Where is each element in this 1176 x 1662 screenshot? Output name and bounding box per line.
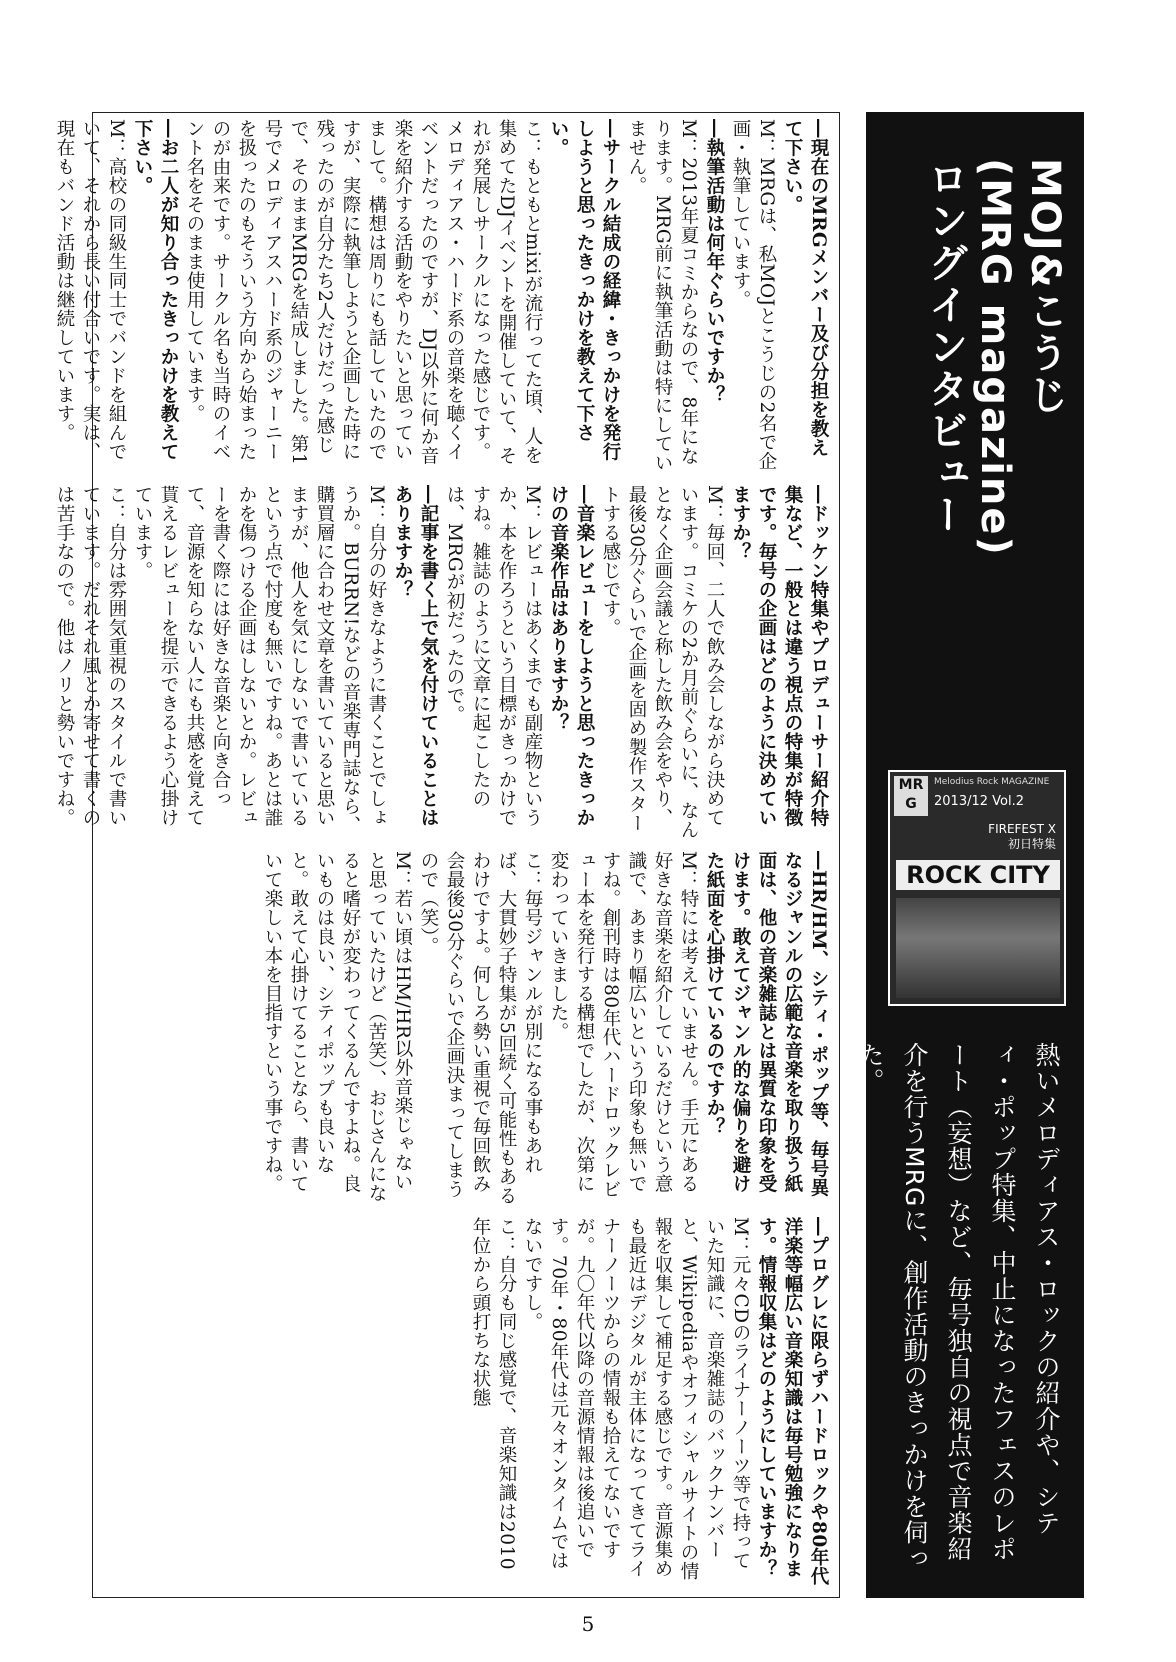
- cover-headline: ROCK CITY: [896, 860, 1060, 890]
- cover-logo: [894, 776, 928, 816]
- cover-photo: [896, 898, 1060, 998]
- interview-answer: M：若い頃はHM/HR以外音楽じゃないと思っていたけど（苦笑）、おじさんになると嗜好が変わってくるんですよね。良いものは良い、シティポップも良いなと。敢えて心掛けてることなら、書いていて楽しい本を目指すという事ですね。: [262, 851, 413, 1203]
- title-line-1: MOJ&こうじ: [1022, 158, 1068, 416]
- interview-question: ―サークル結成の経緯・きっかけを発行しようと思ったきっかけを教えて下さい。: [548, 119, 621, 461]
- interview-tier-1: [54, 119, 831, 474]
- cover-logo-line-2: G: [905, 796, 917, 812]
- cover-series-name: Melodius Rock MAGAZINE: [934, 777, 1050, 787]
- interview-answer: M：2013年夏コミからなので、8年になります。MRG前に執筆活動は特にしていません。: [626, 119, 699, 473]
- page-number: 5: [581, 1612, 595, 1636]
- interview-answer: M：高校の同級生同士でバンドを組んでいて、それから長い付合いです。実は、現在もバンド活動は継続しています。: [54, 119, 127, 462]
- cover-logo-line-1: MR: [898, 777, 924, 793]
- interview-question: ―執筆活動は何年ぐらいですか？: [704, 119, 725, 404]
- interview-answer: M：MRGは、私MOJとこうじの2名で企画・執筆しています。: [730, 119, 777, 471]
- interview-answer: M：毎回、二人で飲み会しながら決めています。コミケの2か月前ぐらいに、なんとなく企画会議と称した飲み会をやり、最後30分ぐらいで企画を固め製作スタートする感じです。: [600, 485, 725, 840]
- cover-issue: 2013/12 Vol.2: [934, 794, 1024, 809]
- interview-answer: こ：自分も同じ感覚で、音楽知識は2010年位から頭打ちな状態: [470, 1217, 517, 1571]
- cover-feature: [988, 822, 1056, 852]
- interview-question: ―HR/HM、シティ・ポップ等、毎号異なるジャンルの広範な音楽を取り扱う紙面は、他の音楽雑誌とは異質な印象を受けます。敢えてジャンル的な偏りを避けた紙面を心掛けているのですか？: [704, 851, 829, 1198]
- interview-text-box: [54, 112, 840, 1598]
- page-title: [920, 158, 1070, 798]
- magazine-cover-image: [888, 770, 1066, 1006]
- interview-question: ―現在のMRGメンバー及び分担を教えて下さい。: [782, 119, 829, 458]
- interview-answer: こ：もともとmixiが流行ってた頃、人を集めてたDJイベントを開催していて、それが発展しサークルになった感じです。メロディアス・ハード系の音楽を聴くイベントだったのですが、DJ以外に何か音楽を紹介する活動をやりたいと思っていまして。構想は周りにも話していたのですが、実際に執筆しようと企画した時に残ったのが自分たち2人だけだった感じで、そのままMRGを結成しました。第1号でメロディアスハード系のジャーニーを扱ったのもそういう方向から始まったのが由来です。サークル名も当時のイベント名をそのまま使用しています。: [184, 119, 543, 466]
- interview-answer: M：特には考えていません。手元にある好きな音楽を紹介しているだけという意識で、あまり幅広いという印象も無いですね。創刊時は80年代ハードロックレビュー本を発行する構想でしたが、次第に変わっていきました。: [548, 851, 699, 1199]
- cover-feature-line-2: 初日特集: [1007, 837, 1056, 851]
- interview-answer: M：元々CDのライナーノーツ等で持っていた知識に、音楽雑誌のバックナンバーと、Wikipediaやオフィシャルサイトの情報を収集して補足する感じです。音源集めも最近はデジタルが主体になってきてライナーノーツからの情報も拾えてないですが。九〇年代以降の音源情報は後追いです。70年・80年代は元々オンタイムではないですし。: [522, 1217, 751, 1581]
- interview-tier-2: [54, 485, 831, 840]
- interview-tier-3: [103, 851, 831, 1206]
- title-line-2: (MRG magazine): [972, 158, 1018, 557]
- interview-question: ―音楽レビューをしようと思ったきっかけの音楽作品はありますか？: [548, 485, 595, 827]
- interview-answer: こ：自分は雰囲気重視のスタイルで書いています。だれそれ風とか寄せて書くのは苦手なので。他はノリと勢いですね。: [54, 485, 127, 827]
- title-panel: [856, 112, 1084, 1598]
- lead-paragraph: 熱いメロディアス・ロックの紹介や、シティ・ポップ特集、中止になったフェスのレポート（妄想）など、毎号独自の視点で音楽紹介を行うMRGに、創作活動のきっかけを伺った。: [856, 1042, 1061, 1572]
- interview-question: ―お二人が知り合ったきっかけを教えて下さい。: [132, 119, 179, 461]
- interview-question: ―ドッケン特集やプロデューサー紹介特集など、一般とは違う視点の特集が特徴です。毎号の企画はどのように決めていますか？: [730, 485, 829, 827]
- interview-answer: こ：毎号ジャンルが別になる事もあれば、大貫妙子特集が5回続く可能性もあるわけですよ。何しろ勢い重視で毎回飲み会最後30分ぐらいで企画決まってしまうので（笑）。: [418, 851, 543, 1206]
- title-line-3: ロングインタビュー: [922, 158, 968, 536]
- cover-feature-line-1: FIREFEST X: [988, 822, 1056, 836]
- interview-tier-4: [103, 1217, 831, 1589]
- interview-question: ―記事を書く上で気を付けていることはありますか？: [392, 485, 439, 827]
- interview-answer: M：自分の好きなように書くことでしょうか。BURRN!などの音楽専門誌なら、購買層に合わせ文章を書いていると思いますが、他人を気にしないで書いているという点で忖度も無いですね。あとは誰かを傷つける企画はしないとか。レビューを書く際には好きな音楽と向き合って、音源を知らない人にも共感を覚えて貰えるレビューを提示できるよう心掛けています。: [132, 485, 387, 835]
- interview-question: ―プログレに限らずハードロックや80年代洋楽等幅広い音楽知識は毎号勉強になります。情報収集はどのようにしていますか？: [756, 1217, 829, 1586]
- interview-answer: M：レビューはあくまでも副産物というか、本を作ろうという目標がきっかけですね。雑誌のように文章に起こしたのは、MRGが初だったので。: [444, 485, 543, 828]
